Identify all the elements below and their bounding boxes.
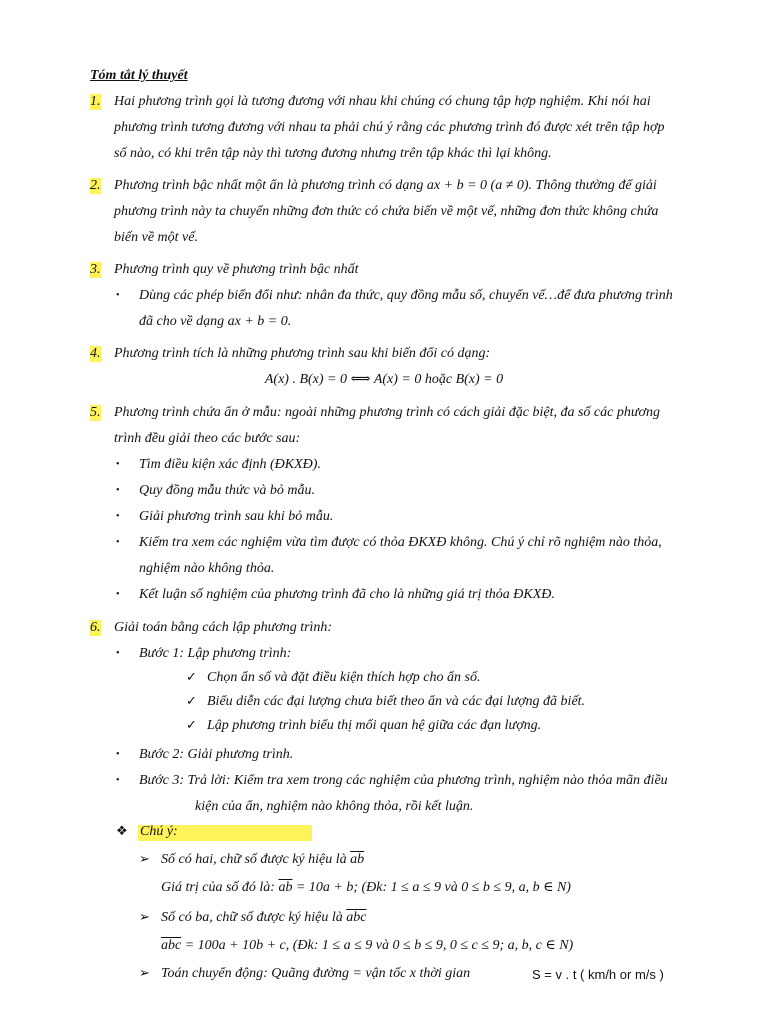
- check-icon: ✓: [186, 693, 197, 708]
- check-icon: ✓: [186, 669, 197, 684]
- item-5-bullet-4-line-2: nghiệm nào không thỏa.: [139, 561, 275, 576]
- step-1: Bước 1: Lập phương trình:: [139, 646, 292, 661]
- section-title: Tóm tắt lý thuyết: [90, 68, 188, 83]
- item-5-bullet-2: Quy đồng mẫu thức và bỏ mẫu.: [139, 483, 315, 498]
- check-icon: ✓: [186, 717, 197, 732]
- item-number-4: 4.: [90, 346, 101, 361]
- bullet-icon: •: [116, 775, 120, 786]
- item-1-line-3: số nào, có khi trên tập này thì tương đương nhưng trên tập khác thì lại không.: [114, 146, 552, 161]
- bullet-icon: •: [116, 511, 120, 522]
- bullet-icon: •: [116, 648, 120, 659]
- three-digit-value: $\overline{abc} = 100a + 10b + c$, (Đk: 1 ≤ a ≤ 9 và 0 ≤ b ≤ 9, 0 ≤ c ≤ 9; a, b, c ∈ N): [161, 938, 574, 953]
- item-6-line-1: Giải toán bằng cách lập phương trình:: [114, 620, 333, 635]
- two-digit-intro: Số có hai, chữ số được ký hiệu là $\overline{ab}$: [161, 852, 365, 867]
- two-digit-symbol: $\overline{ab}$: [350, 852, 365, 867]
- item-number-3: 3.: [90, 262, 101, 277]
- bullet-icon: •: [116, 537, 120, 548]
- item-5-bullet-4-line-1: Kiểm tra xem các nghiệm vừa tìm được có thỏa ĐKXĐ không. Chú ý chỉ rõ nghiệm nào thỏa,: [139, 535, 662, 550]
- arrow-icon: ➢: [139, 909, 150, 924]
- item-number-5: 5.: [90, 405, 101, 420]
- two-digit-value: Giá trị của số đó là: $\overline{ab} = 10a + b$; (Đk: 1 ≤ a ≤ 9 và 0 ≤ b ≤ 9, a, b ∈ N): [161, 880, 571, 895]
- item-number-2: 2.: [90, 178, 101, 193]
- item-5-line-1: Phương trình chứa ẩn ở mẫu: ngoài những phương trình có cách giải đặc biệt, đa số các phương: [114, 405, 660, 420]
- step-1-check-2: Biểu diễn các đại lượng chưa biết theo ẩn và các đại lượng đã biết.: [207, 694, 586, 709]
- three-digit-intro: Số có ba, chữ số được ký hiệu là $\overline{abc}$: [161, 910, 367, 925]
- bullet-icon: •: [116, 589, 120, 600]
- step-3-line-1: Bước 3: Trả lời: Kiểm tra xem trong các nghiệm của phương trình, nghiệm nào thỏa mãn điều: [139, 773, 668, 788]
- item-1-line-1: Hai phương trình gọi là tương đương với nhau khi chúng có chung tập hợp nghiệm. Khi nói hai: [114, 94, 651, 109]
- arrow-icon: ➢: [139, 965, 150, 980]
- item-2-line-3: biến về một vế.: [114, 230, 198, 245]
- motion-formula: S = v . t ( km/h or m/s ): [532, 967, 664, 982]
- item-5-bullet-1: Tìm điều kiện xác định (ĐKXĐ).: [139, 457, 321, 472]
- arrow-icon: ➢: [139, 851, 150, 866]
- three-digit-symbol-2: $\overline{abc}$: [161, 938, 182, 953]
- motion-text: Toán chuyển động: Quãng đường = vận tốc x thời gian: [161, 966, 471, 981]
- note-label: Chú ý:: [140, 824, 178, 839]
- bullet-icon: •: [116, 749, 120, 760]
- item-4-formula: A(x) . B(x) = 0 ⟺ A(x) = 0 hoặc B(x) = 0: [264, 372, 504, 387]
- item-1-line-2: phương trình tương đương với nhau ta phải chú ý rằng các phương trình đó được xét trên tập hợp: [114, 120, 665, 135]
- bullet-icon: •: [116, 459, 120, 470]
- step-3-line-2: kiện của ẩn, nghiệm nào không thỏa, rồi kết luận.: [195, 799, 474, 814]
- item-3-bullet-1-line-2: đã cho về dạng ax + b = 0.: [139, 314, 292, 329]
- item-4-line-1: Phương trình tích là những phương trình sau khi biến đổi có dạng:: [114, 346, 491, 361]
- item-2-line-2: phương trình này ta chuyển những đơn thức có chứa biến về một vế, những đơn thức không chứa: [114, 204, 659, 219]
- bullet-icon: •: [116, 290, 120, 301]
- step-1-check-1: Chọn ẩn số và đặt điều kiện thích hợp cho ẩn số.: [207, 670, 481, 685]
- item-5-bullet-3: Giải phương trình sau khi bỏ mẫu.: [139, 509, 334, 524]
- item-2-line-1: Phương trình bậc nhất một ẩn là phương trình có dạng ax + b = 0 (a ≠ 0). Thông thường để giải: [114, 178, 657, 193]
- two-digit-symbol-2: $\overline{ab}$: [278, 880, 293, 895]
- step-1-check-3: Lập phương trình biểu thị mối quan hệ giữa các đạn lượng.: [207, 718, 542, 733]
- item-5-line-2: trình đều giải theo các bước sau:: [114, 431, 301, 446]
- item-number-6: 6.: [90, 620, 101, 635]
- three-digit-symbol: $\overline{abc}$: [346, 910, 367, 925]
- step-2: Bước 2: Giải phương trình.: [139, 747, 294, 762]
- item-number-1: 1.: [90, 94, 101, 109]
- diamond-icon: ❖: [116, 823, 128, 838]
- bullet-icon: •: [116, 485, 120, 496]
- item-3-line-1: Phương trình quy về phương trình bậc nhất: [114, 262, 359, 277]
- item-3-bullet-1-line-1: Dùng các phép biến đổi như: nhân đa thức, quy đồng mẫu số, chuyển vế…để đưa phương trình: [139, 288, 673, 303]
- item-5-bullet-5: Kết luận số nghiệm của phương trình đã cho là những giá trị thỏa ĐKXĐ.: [139, 587, 555, 602]
